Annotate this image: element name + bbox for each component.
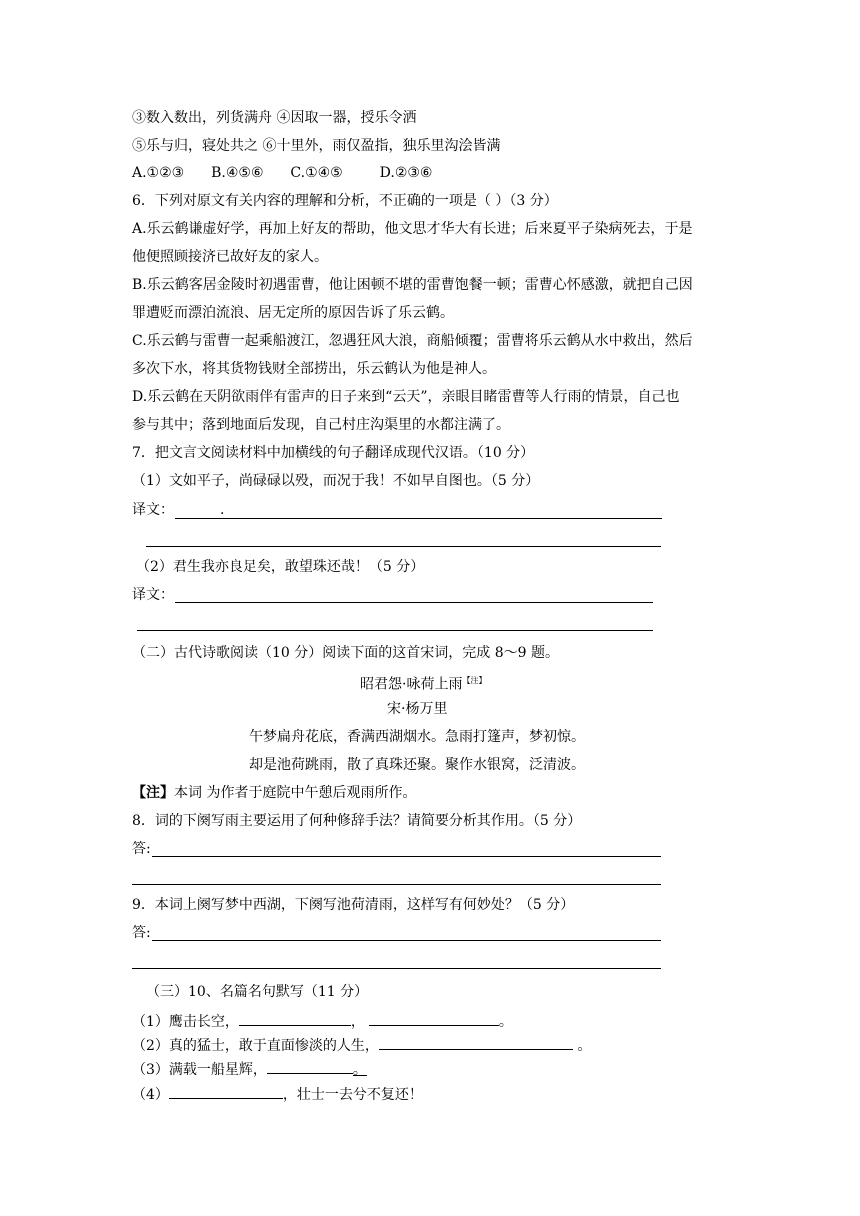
- choice-row: [132, 164, 432, 182]
- option-line-3-4: ③数入数出，列货满舟 ④因取一器，授乐令洒: [132, 110, 417, 126]
- q6-option-c-line2: 多次下水，将其货物钱财全部捞出，乐云鹤认为他是神人。: [132, 361, 496, 377]
- choice-d[interactable]: D.②③⑥: [379, 165, 433, 181]
- q8-answer-line-1[interactable]: [152, 856, 661, 857]
- q7-sentence-2: （2）君生我亦良足矣，敢望珠还哉！（5 分）: [136, 559, 425, 575]
- option-line-5-6: ⑤乐与归，寝处共之 ⑥十里外，雨仅盈指，独乐里沟浍皆满: [132, 138, 501, 154]
- q10-item-4: （4） ，壮士一去兮不复还！: [132, 1084, 423, 1104]
- q8-answer-line-2[interactable]: [132, 884, 661, 885]
- q9-answer-line-1[interactable]: [152, 940, 661, 941]
- q10-blank-3[interactable]: [267, 1059, 353, 1074]
- q7-answer-label-2: 译文：: [132, 587, 174, 603]
- q10-title: （三）10、名篇名句默写（11 分）: [146, 984, 369, 1000]
- q7-sentence-1: （1）文如平子，尚碌碌以殁，而况于我！不如早自图也。（5 分）: [132, 473, 540, 489]
- poem-note-label: 【注】: [132, 785, 174, 801]
- q6-option-b-line2: 罪遭贬而漂泊流浪、居无定所的原因告诉了乐云鹤。: [132, 305, 454, 321]
- choice-c[interactable]: C.①④⑤: [290, 165, 343, 181]
- q10-item-3: （3）满载一船星辉， 。: [132, 1059, 367, 1079]
- poem-note: [132, 784, 416, 802]
- q7-answer-mark: .: [220, 502, 225, 518]
- q6-option-d-line1: D.乐云鹤在天阴欲雨伴有雷声的日子来到“云天”，亲眼目睹雷曹等人行雨的情景，自己也: [132, 389, 680, 405]
- q10-blank-1b[interactable]: [369, 1011, 499, 1026]
- poem-intro: （二）古代诗歌阅读（10 分）阅读下面的这首宋词，完成 8～9 题。: [132, 645, 559, 661]
- q7-answer-line-2a[interactable]: [175, 602, 653, 603]
- q10-blank-1a[interactable]: [239, 1011, 351, 1026]
- q9-stem: 9．本词上阕写梦中西湖，下阕写池荷清雨，这样写有何妙处？（5 分）: [132, 897, 575, 913]
- q7-answer-label-1: 译文：: [132, 502, 174, 518]
- q7-stem: 7．把文言文阅读材料中加横线的句子翻译成现代汉语。（10 分）: [132, 445, 535, 461]
- q8-answer-label: 答:: [132, 841, 151, 857]
- q6-option-a-line1: A.乐云鹤谦虚好学，再加上好友的帮助，他文思才华大有长进；后来夏平子染病死去，于是: [132, 221, 693, 237]
- poem-note-text: 本词 为作者于庭院中午憩后观雨所作。: [174, 785, 417, 801]
- choice-b[interactable]: B.④⑤⑥: [211, 165, 264, 181]
- q6-stem: 6．下列对原文有关内容的理解和分析，不正确的一项是（ ）（3 分）: [132, 193, 558, 209]
- q10-blank-4[interactable]: [169, 1084, 283, 1099]
- poem-author: 宋·杨万里: [387, 701, 448, 717]
- q7-answer-line-1b[interactable]: [146, 546, 661, 547]
- q8-stem: 8．词的下阕写雨主要运用了何种修辞手法？请简要分析其作用。（5 分）: [132, 813, 582, 829]
- poem-line-1: 午梦扁舟花底，香满西湖烟水。急雨打篷声，梦初惊。: [249, 729, 585, 745]
- q10-item-2: （2）真的猛士，敢于直面惨淡的人生， 。: [132, 1035, 591, 1055]
- poem-title: 昭君怨·咏荷上雨$^{【注】}$: [360, 676, 487, 693]
- poem-note-mark: 【注】: [462, 676, 487, 685]
- q6-option-c-line1: C.乐云鹤与雷曹一起乘船渡江，忽遇狂风大浪，商船倾覆；雷曹将乐云鹤从水中救出，然后: [132, 333, 693, 349]
- q10-item-1: （1）鹰击长空， ， 。: [132, 1011, 513, 1031]
- choice-a[interactable]: A.①②③: [132, 165, 185, 181]
- q6-option-b-line1: B.乐云鹤客居金陵时初遇雷曹，他让困顿不堪的雷曹饱餐一顿；雷曹心怀感激，就把自己因: [132, 277, 693, 293]
- q6-option-a-line2: 他便照顾接济已故好友的家人。: [132, 249, 328, 265]
- q10-blank-2[interactable]: [379, 1035, 573, 1050]
- q7-answer-line-1a[interactable]: [175, 518, 662, 519]
- q6-option-d-line2: 参与其中；落到地面后发现，自己村庄沟渠里的水都注满了。: [132, 417, 510, 433]
- q9-answer-label: 答:: [132, 925, 151, 941]
- q7-answer-line-2b[interactable]: [137, 630, 653, 631]
- q9-answer-line-2[interactable]: [132, 968, 661, 969]
- poem-line-2: 却是池荷跳雨，散了真珠还聚。聚作水银窝，泛清波。: [249, 757, 585, 773]
